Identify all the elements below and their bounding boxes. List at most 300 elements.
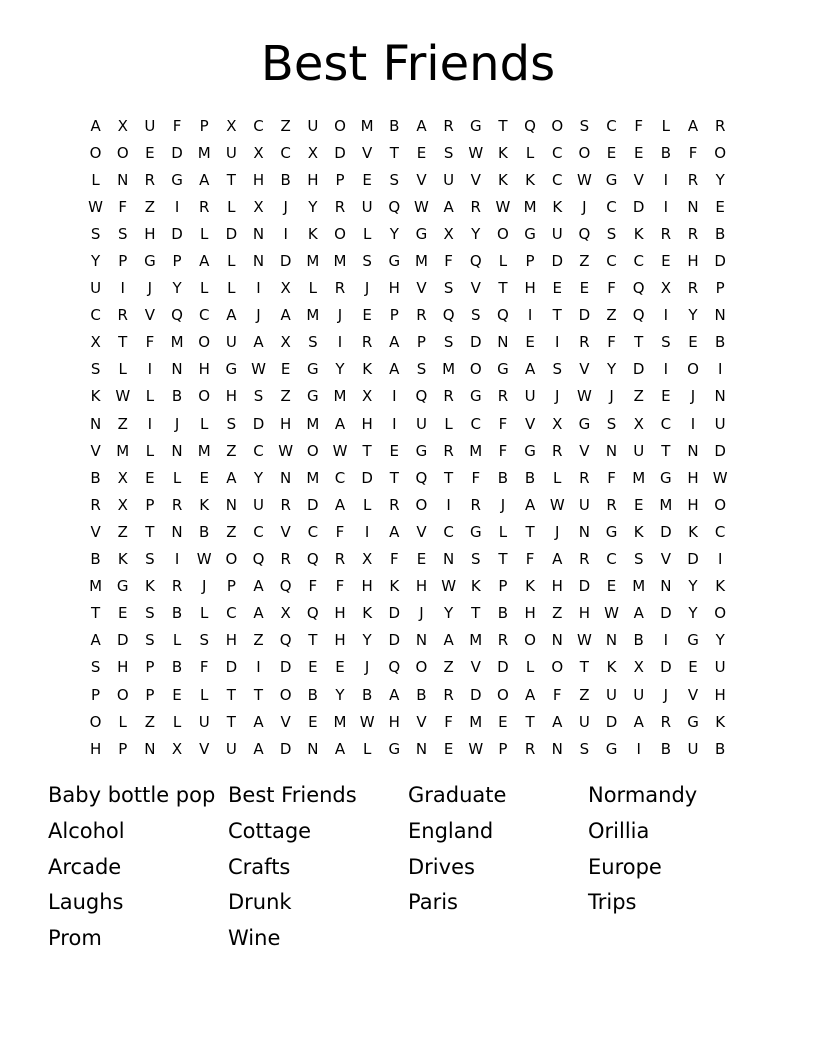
grid-letter: Y — [90, 252, 101, 271]
grid-letter: J — [337, 306, 343, 325]
word-list-item: Graduate — [408, 783, 507, 807]
grid-letter: W — [441, 577, 457, 596]
word-column — [588, 778, 768, 957]
grid-letter: S — [443, 143, 454, 162]
word-list-item: Prom — [48, 926, 102, 951]
grid-letter: O — [225, 550, 238, 569]
grid-letter: Q — [279, 577, 292, 596]
grid-letter: E — [443, 739, 454, 758]
grid-letter: G — [605, 522, 618, 541]
grid-letter: R — [579, 333, 590, 352]
word-list-item: Paris — [408, 890, 458, 915]
grid-letter: M — [523, 197, 537, 216]
grid-row — [82, 139, 734, 166]
grid-letter: R — [334, 197, 346, 216]
grid-letter: F — [335, 522, 345, 541]
grid-letter: C — [714, 522, 726, 541]
grid-letter: Y — [172, 279, 182, 298]
grid-letter: K — [498, 143, 508, 162]
grid-letter: Z — [280, 387, 291, 406]
grid-letter: P — [715, 279, 725, 298]
grid-letter: Z — [117, 522, 128, 541]
grid-letter: G — [469, 116, 482, 135]
grid-letter: V — [470, 279, 481, 298]
grid-letter: W — [332, 441, 348, 460]
grid-letter: T — [226, 685, 236, 704]
grid-letter: X — [552, 414, 563, 433]
grid-letter: E — [389, 441, 400, 460]
grid-letter: D — [660, 522, 672, 541]
grid-letter: I — [663, 197, 669, 216]
grid-letter: H — [524, 279, 536, 298]
grid-letter: V — [416, 522, 427, 541]
grid-letter: X — [90, 333, 101, 352]
grid-letter: A — [389, 685, 400, 704]
word-list-item: Normandy — [588, 783, 698, 807]
grid-letter: L — [200, 224, 209, 243]
grid-letter: Q — [578, 224, 591, 243]
grid-letter: U — [361, 197, 373, 216]
grid-row — [82, 735, 734, 762]
grid-letter: Q — [306, 604, 319, 623]
grid-letter: D — [388, 631, 401, 650]
grid-letter: X — [633, 658, 644, 677]
grid-row — [82, 410, 734, 437]
grid-letter: G — [307, 387, 319, 406]
grid-letter: C — [551, 143, 563, 162]
grid-letter: J — [201, 577, 207, 596]
grid-letter: N — [714, 387, 726, 406]
grid-letter: D — [687, 550, 699, 569]
grid-letter: M — [116, 441, 130, 460]
grid-letter: E — [280, 360, 291, 379]
grid-letter: I — [256, 279, 261, 298]
grid-letter: U — [578, 712, 590, 731]
grid-letter: T — [471, 604, 481, 623]
grid-letter: H — [307, 170, 319, 189]
grid-letter: G — [524, 224, 536, 243]
grid-letter: I — [392, 414, 397, 433]
grid-letter: Z — [579, 252, 590, 271]
grid-letter: F — [607, 333, 616, 352]
word-list-item: Orillia — [588, 818, 650, 843]
grid-letter: G — [116, 577, 129, 596]
grid-letter: Y — [688, 306, 698, 325]
grid-letter: L — [200, 685, 209, 704]
grid-letter: X — [253, 143, 264, 162]
grid-letter: O — [279, 685, 292, 704]
grid-letter: A — [334, 739, 346, 758]
grid-letter: E — [606, 577, 617, 596]
grid-letter: F — [552, 685, 562, 704]
grid-letter: I — [663, 360, 669, 379]
grid-letter: H — [714, 685, 726, 704]
grid-letter: F — [634, 116, 644, 135]
grid-letter: Z — [552, 604, 563, 623]
grid-letter: Z — [606, 306, 617, 325]
grid-letter: O — [578, 143, 591, 162]
grid-letter: F — [498, 414, 508, 433]
grid-letter: R — [497, 631, 509, 650]
grid-letter: V — [633, 170, 644, 189]
grid-letter: W — [468, 143, 484, 162]
grid-letter: S — [90, 658, 101, 677]
grid-letter: V — [144, 306, 156, 325]
grid-letter: A — [253, 577, 264, 596]
grid-letter: F — [199, 658, 209, 677]
grid-letter: H — [524, 604, 536, 623]
word-list-item: Wine — [228, 926, 281, 951]
grid-letter: N — [442, 550, 455, 569]
grid-letter: C — [253, 116, 264, 135]
grid-letter: K — [144, 577, 155, 596]
grid-letter: E — [661, 387, 671, 406]
grid-letter: R — [660, 712, 672, 731]
grid-letter: A — [687, 116, 699, 135]
grid-letter: N — [605, 441, 618, 460]
grid-letter: R — [687, 170, 699, 189]
grid-letter: K — [633, 224, 644, 243]
grid-letter: D — [361, 468, 373, 487]
grid-letter: Y — [688, 604, 698, 623]
grid-letter: Y — [335, 685, 345, 704]
grid-letter: A — [90, 631, 101, 650]
grid-letter: U — [687, 739, 699, 758]
grid-letter: D — [469, 685, 482, 704]
grid-letter: I — [174, 550, 180, 569]
grid-letter: K — [90, 387, 101, 406]
grid-letter: X — [117, 468, 128, 487]
grid-letter: D — [225, 224, 238, 243]
grid-letter: H — [687, 252, 699, 271]
grid-letter: J — [663, 685, 669, 704]
grid-letter: E — [117, 604, 128, 623]
grid-letter: L — [200, 604, 209, 623]
grid-letter: P — [91, 685, 101, 704]
grid-letter: B — [171, 658, 183, 677]
grid-letter: M — [469, 441, 483, 460]
grid-letter: A — [226, 468, 237, 487]
grid-letter: S — [199, 631, 209, 650]
grid-letter: M — [306, 468, 320, 487]
grid-letter: B — [633, 631, 644, 650]
grid-letter: U — [198, 712, 210, 731]
grid-letter: T — [226, 170, 236, 189]
grid-letter: M — [89, 577, 103, 596]
grid-letter: M — [333, 387, 347, 406]
grid-row — [82, 220, 734, 247]
grid-letter: P — [389, 306, 399, 325]
grid-letter: R — [443, 441, 454, 460]
grid-letter: O — [687, 360, 699, 379]
grid-letter: T — [389, 143, 399, 162]
grid-letter: C — [443, 522, 454, 541]
grid-letter: O — [116, 143, 129, 162]
grid-letter: L — [525, 658, 535, 677]
grid-letter: Z — [443, 658, 454, 677]
grid-letter: S — [579, 739, 590, 758]
grid-letter: R — [171, 577, 183, 596]
grid-letter: H — [415, 577, 428, 596]
grid-letter: U — [714, 658, 726, 677]
grid-letter: T — [389, 468, 399, 487]
grid-letter: E — [633, 495, 644, 514]
grid-letter: D — [578, 306, 591, 325]
grid-letter: R — [714, 116, 726, 135]
grid-letter: J — [555, 387, 560, 406]
grid-letter: W — [278, 441, 294, 460]
grid-letter: R — [117, 306, 128, 325]
grid-letter: P — [226, 577, 236, 596]
grid-letter: F — [444, 712, 453, 731]
grid-letter: K — [498, 170, 508, 189]
grid-letter: R — [524, 739, 536, 758]
grid-letter: U — [633, 441, 645, 460]
grid-letter: N — [687, 441, 699, 460]
grid-letter: M — [360, 116, 374, 135]
grid-letter: D — [334, 143, 346, 162]
grid-letter: I — [120, 279, 125, 298]
grid-letter: S — [443, 279, 454, 298]
grid-letter: D — [171, 143, 183, 162]
grid-letter: P — [118, 739, 128, 758]
grid-letter: D — [171, 224, 183, 243]
grid-letter: T — [498, 116, 508, 135]
grid-letter: E — [362, 170, 372, 189]
grid-letter: U — [225, 739, 237, 758]
grid-letter: S — [579, 116, 590, 135]
grid-letter: C — [606, 252, 617, 271]
grid-letter: M — [469, 631, 483, 650]
grid-letter: K — [688, 522, 698, 541]
grid-letter: C — [633, 252, 644, 271]
grid-row — [82, 383, 734, 410]
grid-letter: O — [469, 360, 482, 379]
grid-letter: E — [552, 279, 562, 298]
grid-letter: K — [117, 550, 128, 569]
grid-letter: L — [200, 414, 209, 433]
grid-letter: H — [334, 604, 346, 623]
grid-letter: G — [225, 360, 238, 379]
grid-letter: E — [606, 143, 617, 162]
grid-letter: N — [252, 224, 265, 243]
grid-letter: W — [359, 712, 375, 731]
word-list-item: Drunk — [228, 890, 292, 915]
grid-letter: C — [226, 604, 237, 623]
grid-letter: G — [307, 360, 319, 379]
grid-letter: S — [471, 550, 481, 569]
grid-letter: S — [145, 604, 155, 623]
grid-letter: L — [498, 522, 508, 541]
grid-letter: Z — [226, 441, 237, 460]
grid-letter: E — [362, 306, 372, 325]
grid-letter: I — [256, 658, 261, 677]
grid-letter: G — [605, 170, 618, 189]
grid-letter: T — [308, 631, 318, 650]
grid-letter: O — [89, 712, 102, 731]
word-column — [408, 778, 588, 957]
grid-letter: S — [633, 550, 644, 569]
grid-letter: J — [364, 658, 370, 677]
grid-letter: Q — [415, 387, 428, 406]
grid-letter: F — [607, 279, 616, 298]
grid-letter: G — [660, 468, 672, 487]
grid-letter: Q — [497, 306, 509, 325]
grid-letter: J — [283, 197, 288, 216]
grid-letter: V — [90, 522, 101, 541]
grid-letter: W — [576, 170, 592, 189]
grid-letter: U — [606, 685, 618, 704]
grid-letter: T — [118, 333, 128, 352]
grid-letter: R — [497, 387, 509, 406]
grid-letter: E — [688, 658, 698, 677]
word-list-item: Drives — [408, 854, 475, 879]
grid-letter: V — [280, 522, 291, 541]
grid-letter: U — [714, 414, 726, 433]
grid-letter: L — [172, 468, 182, 487]
grid-letter: M — [306, 306, 320, 325]
grid-letter: T — [90, 604, 101, 623]
grid-letter: D — [660, 658, 672, 677]
grid-letter: R — [660, 224, 672, 243]
grid-letter: H — [252, 170, 265, 189]
grid-letter: N — [171, 441, 183, 460]
grid-letter: R — [90, 495, 101, 514]
grid-letter: L — [200, 279, 209, 298]
grid-letter: D — [279, 252, 292, 271]
grid-letter: R — [443, 685, 454, 704]
grid-letter: Z — [226, 522, 237, 541]
grid-row — [82, 654, 734, 681]
grid-letter: G — [687, 631, 699, 650]
grid-letter: M — [659, 495, 673, 514]
grid-letter: Y — [471, 224, 481, 243]
grid-letter: N — [415, 631, 428, 650]
grid-letter: O — [334, 224, 346, 243]
grid-letter: A — [253, 333, 264, 352]
grid-letter: A — [524, 360, 536, 379]
grid-letter: Z — [280, 116, 291, 135]
grid-letter: T — [498, 279, 508, 298]
grid-letter: A — [633, 712, 644, 731]
grid-letter: L — [227, 252, 236, 271]
grid-letter: S — [117, 224, 128, 243]
grid-letter: S — [308, 333, 318, 352]
grid-letter: A — [552, 550, 563, 569]
word-list — [48, 778, 768, 957]
grid-letter: M — [197, 441, 211, 460]
grid-letter: J — [419, 604, 424, 623]
grid-letter: S — [90, 224, 101, 243]
grid-letter: N — [171, 360, 183, 379]
grid-letter: E — [633, 143, 644, 162]
grid-letter: R — [443, 116, 454, 135]
grid-letter: N — [307, 739, 319, 758]
grid-letter: Q — [279, 631, 292, 650]
grid-letter: B — [171, 604, 183, 623]
grid-letter: N — [225, 495, 237, 514]
grid-letter: H — [388, 712, 400, 731]
grid-letter: M — [306, 414, 320, 433]
grid-row — [82, 193, 734, 220]
grid-letter: Y — [253, 468, 264, 487]
grid-letter: Z — [633, 387, 644, 406]
grid-letter: A — [633, 604, 644, 623]
grid-letter: Q — [469, 252, 482, 271]
grid-letter: K — [307, 224, 318, 243]
grid-letter: J — [690, 387, 696, 406]
grid-letter: S — [145, 550, 155, 569]
grid-letter: N — [605, 631, 618, 650]
grid-letter: K — [606, 658, 617, 677]
grid-letter: C — [334, 468, 346, 487]
grid-letter: C — [253, 522, 264, 541]
grid-letter: G — [415, 224, 428, 243]
grid-letter: E — [416, 143, 427, 162]
grid-letter: B — [90, 468, 101, 487]
grid-letter: G — [415, 441, 428, 460]
grid-letter: H — [280, 414, 292, 433]
grid-letter: A — [334, 414, 346, 433]
grid-letter: S — [253, 387, 264, 406]
grid-letter: V — [579, 441, 590, 460]
grid-letter: N — [415, 739, 428, 758]
grid-letter: B — [361, 685, 373, 704]
grid-letter: L — [91, 170, 100, 189]
grid-letter: T — [444, 468, 454, 487]
word-list-item: Arcade — [48, 854, 122, 879]
grid-letter: O — [415, 495, 428, 514]
word-list-item: Trips — [588, 890, 637, 915]
grid-letter: B — [660, 739, 671, 758]
grid-row — [82, 112, 734, 139]
grid-letter: M — [632, 577, 646, 596]
grid-row — [82, 573, 734, 600]
grid-letter: U — [443, 170, 455, 189]
grid-letter: X — [253, 197, 264, 216]
grid-letter: B — [90, 550, 101, 569]
grid-letter: I — [283, 224, 288, 243]
grid-row — [82, 708, 734, 735]
grid-letter: T — [253, 685, 264, 704]
grid-letter: T — [145, 522, 155, 541]
grid-row — [82, 600, 734, 627]
word-list-item: Best Friends — [228, 783, 357, 807]
grid-letter: A — [334, 495, 346, 514]
grid-letter: B — [715, 333, 726, 352]
grid-letter: R — [280, 550, 291, 569]
grid-letter: A — [443, 631, 454, 650]
grid-row — [82, 491, 734, 518]
grid-letter: D — [388, 604, 401, 623]
grid-letter: A — [389, 522, 400, 541]
grid-letter: V — [579, 360, 590, 379]
grid-letter: W — [495, 197, 511, 216]
grid-letter: W — [468, 739, 484, 758]
grid-letter: W — [549, 495, 565, 514]
grid-letter: D — [116, 631, 129, 650]
grid-letter: M — [442, 360, 456, 379]
grid-letter: W — [604, 604, 619, 623]
grid-letter: F — [471, 468, 481, 487]
grid-letter: Y — [389, 224, 399, 243]
grid-letter: U — [90, 279, 102, 298]
grid-letter: B — [497, 604, 509, 623]
grid-letter: L — [661, 116, 671, 135]
grid-letter: O — [306, 441, 319, 460]
grid-letter: W — [576, 631, 592, 650]
grid-letter: B — [416, 685, 427, 704]
